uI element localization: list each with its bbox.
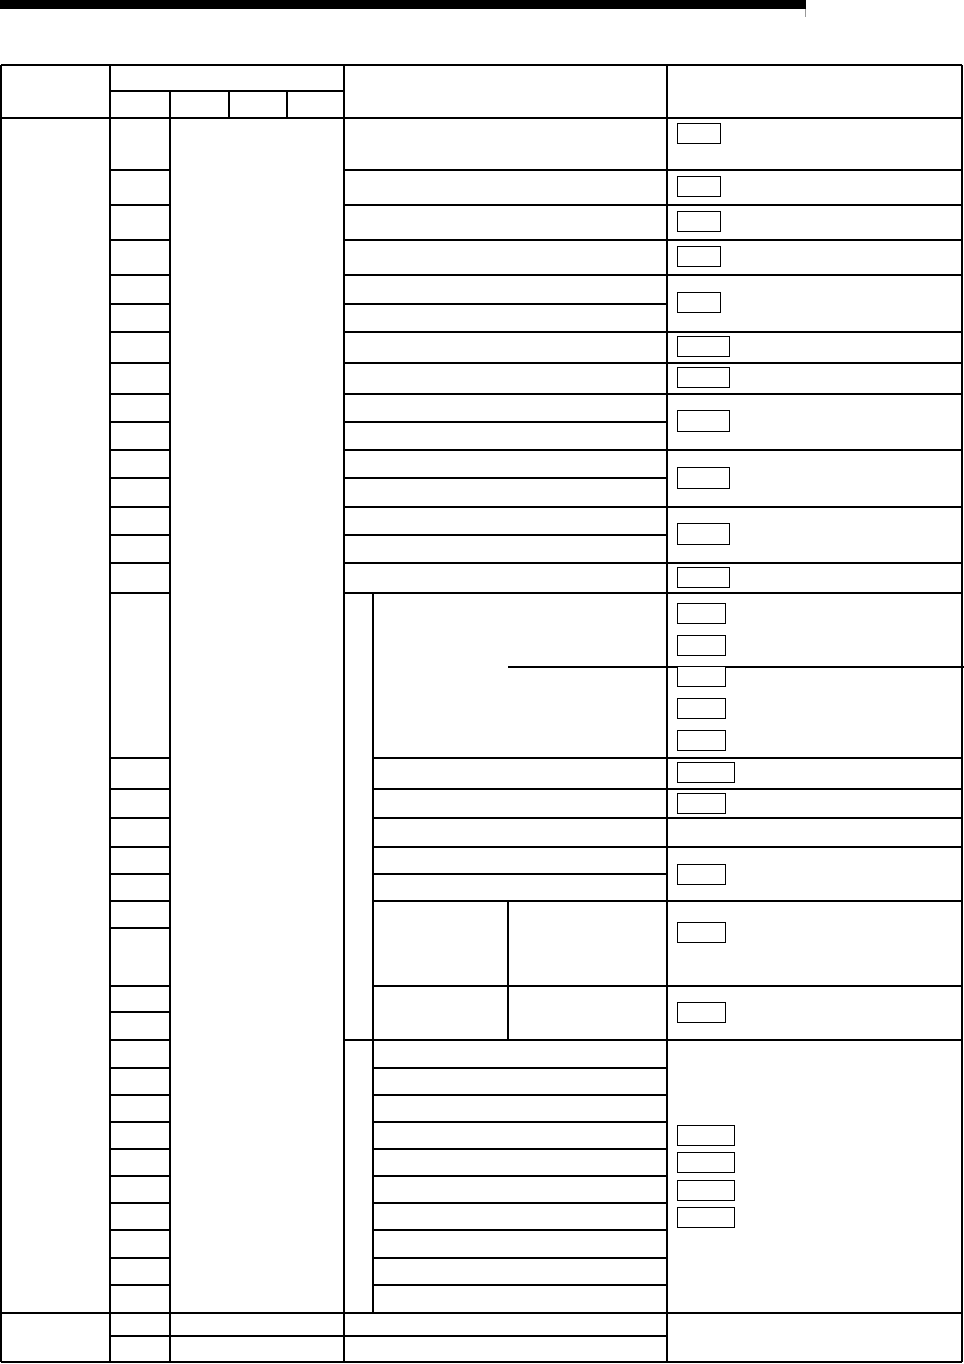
table-rule-h bbox=[344, 393, 667, 395]
table-rule-h bbox=[110, 846, 170, 848]
table-rule-h bbox=[344, 592, 667, 594]
table-rule-h bbox=[373, 873, 667, 875]
table-rule-h bbox=[110, 1335, 667, 1337]
table-rule-h bbox=[110, 449, 170, 451]
signal-box bbox=[677, 567, 730, 588]
table-rule-h bbox=[110, 204, 170, 206]
table-rule-v bbox=[961, 65, 963, 1362]
table-rule-h bbox=[344, 421, 667, 423]
signal-box bbox=[677, 467, 730, 489]
signal-box bbox=[677, 864, 726, 885]
signal-box bbox=[677, 523, 730, 545]
table-rule-h bbox=[667, 817, 962, 819]
table-rule-h bbox=[110, 1121, 170, 1123]
table-rule-h bbox=[110, 873, 170, 875]
table-rule-h bbox=[373, 1121, 667, 1123]
table-rule-h bbox=[110, 1011, 170, 1013]
signal-box bbox=[677, 603, 726, 624]
table-rule-h bbox=[667, 506, 962, 508]
table-rule-h bbox=[508, 666, 964, 668]
table-rule-h bbox=[1, 1361, 962, 1363]
table-rule-h bbox=[344, 534, 667, 536]
signal-box bbox=[677, 635, 726, 656]
table-rule-h bbox=[373, 1067, 667, 1069]
table-rule-h bbox=[344, 1039, 667, 1041]
table-rule-h bbox=[110, 1175, 170, 1177]
table-rule-h bbox=[373, 817, 667, 819]
signal-box bbox=[677, 367, 730, 388]
table-rule-h bbox=[373, 1284, 667, 1286]
table-rule-h bbox=[1, 64, 962, 66]
table-rule-h bbox=[667, 900, 962, 902]
table-rule-h bbox=[373, 788, 667, 790]
table-rule-h bbox=[667, 757, 962, 759]
table-rule-h bbox=[373, 985, 667, 987]
table-rule-h bbox=[110, 506, 170, 508]
signal-box bbox=[677, 410, 730, 432]
table-rule-h bbox=[667, 239, 962, 241]
table-rule-h bbox=[110, 927, 170, 929]
table-rule-h bbox=[344, 274, 667, 276]
table-rule-h bbox=[667, 592, 962, 594]
table-rule-h bbox=[667, 362, 962, 364]
table-rule-v bbox=[169, 91, 171, 118]
table-rule-v bbox=[666, 65, 668, 1362]
table-rule-h bbox=[110, 985, 170, 987]
signal-box bbox=[677, 666, 726, 687]
table-rule-h bbox=[110, 1257, 170, 1259]
table-rule-h bbox=[110, 274, 170, 276]
table-rule-h bbox=[110, 1229, 170, 1231]
signal-box bbox=[677, 793, 726, 814]
table-rule-h bbox=[110, 1284, 170, 1286]
table-rule-h bbox=[110, 169, 170, 171]
table-rule-h bbox=[344, 506, 667, 508]
table-rule-h bbox=[344, 239, 667, 241]
table-rule-h bbox=[667, 985, 962, 987]
table-rule-h bbox=[110, 303, 170, 305]
signal-box bbox=[677, 336, 730, 357]
table-rule-h bbox=[344, 449, 667, 451]
table-rule-h bbox=[667, 788, 962, 790]
table-rule-h bbox=[110, 1039, 170, 1041]
signal-box bbox=[677, 730, 726, 751]
table-rule-h bbox=[344, 169, 667, 171]
table-rule-h bbox=[110, 421, 170, 423]
signal-box bbox=[677, 292, 721, 313]
signal-box bbox=[677, 1002, 726, 1023]
table-rule-h bbox=[344, 562, 667, 564]
table-rule-h bbox=[110, 239, 170, 241]
table-rule-h bbox=[373, 1202, 667, 1204]
table-rule-h bbox=[1, 117, 962, 119]
table-rule-v bbox=[343, 65, 345, 1362]
table-rule-v bbox=[0, 65, 2, 1362]
table-rule-h bbox=[1, 1312, 962, 1314]
table-rule-h bbox=[373, 1094, 667, 1096]
table-rule-v bbox=[228, 91, 230, 118]
table-rule-h bbox=[110, 757, 170, 759]
table-rule-h bbox=[110, 788, 170, 790]
table-rule-h bbox=[110, 393, 170, 395]
signal-box bbox=[677, 1125, 735, 1146]
table-rule-h bbox=[373, 1257, 667, 1259]
table-rule-h bbox=[110, 534, 170, 536]
table-rule-v bbox=[109, 65, 111, 1362]
table-rule-h bbox=[110, 90, 344, 92]
signal-box bbox=[677, 1152, 735, 1173]
table-rule-h bbox=[110, 362, 170, 364]
table-rule-h bbox=[373, 846, 667, 848]
signal-box bbox=[677, 698, 726, 719]
table-rule-v bbox=[286, 91, 288, 118]
table-rule-h bbox=[110, 562, 170, 564]
table-rule-h bbox=[344, 303, 667, 305]
table-rule-h bbox=[110, 477, 170, 479]
signal-box bbox=[677, 762, 735, 783]
signal-box bbox=[677, 123, 721, 144]
table-rule-h bbox=[373, 1148, 667, 1150]
table-rule-h bbox=[110, 1067, 170, 1069]
signal-box bbox=[677, 1207, 735, 1228]
table-rule-h bbox=[344, 477, 667, 479]
table-rule-h bbox=[373, 1229, 667, 1231]
table-rule-h bbox=[344, 331, 667, 333]
table-rule-h bbox=[667, 169, 962, 171]
signal-box bbox=[677, 176, 721, 197]
table-rule-h bbox=[110, 1094, 170, 1096]
table-rule-h bbox=[667, 562, 962, 564]
signal-box bbox=[677, 211, 721, 232]
signal-box bbox=[677, 922, 726, 943]
table-rule-h bbox=[667, 331, 962, 333]
table-rule-h bbox=[110, 592, 170, 594]
table-rule-h bbox=[667, 204, 962, 206]
table-rule-h bbox=[667, 449, 962, 451]
table-rule-v bbox=[507, 901, 509, 1040]
table-rule-h bbox=[667, 393, 962, 395]
table-rule-h bbox=[110, 900, 170, 902]
signal-box bbox=[677, 1180, 735, 1201]
table-rule-h bbox=[344, 362, 667, 364]
table-rule-h bbox=[110, 1202, 170, 1204]
table-rule-h bbox=[110, 817, 170, 819]
table-rule-h bbox=[373, 1175, 667, 1177]
table-rule-h bbox=[667, 1039, 962, 1041]
signal-box bbox=[677, 246, 721, 267]
table-rule-h bbox=[667, 846, 962, 848]
table-rule-h bbox=[110, 1148, 170, 1150]
table-rule-h bbox=[373, 900, 667, 902]
table-rule-h bbox=[110, 331, 170, 333]
table-rule-h bbox=[667, 274, 962, 276]
table-rule-h bbox=[373, 757, 667, 759]
table-rule-h bbox=[344, 204, 667, 206]
